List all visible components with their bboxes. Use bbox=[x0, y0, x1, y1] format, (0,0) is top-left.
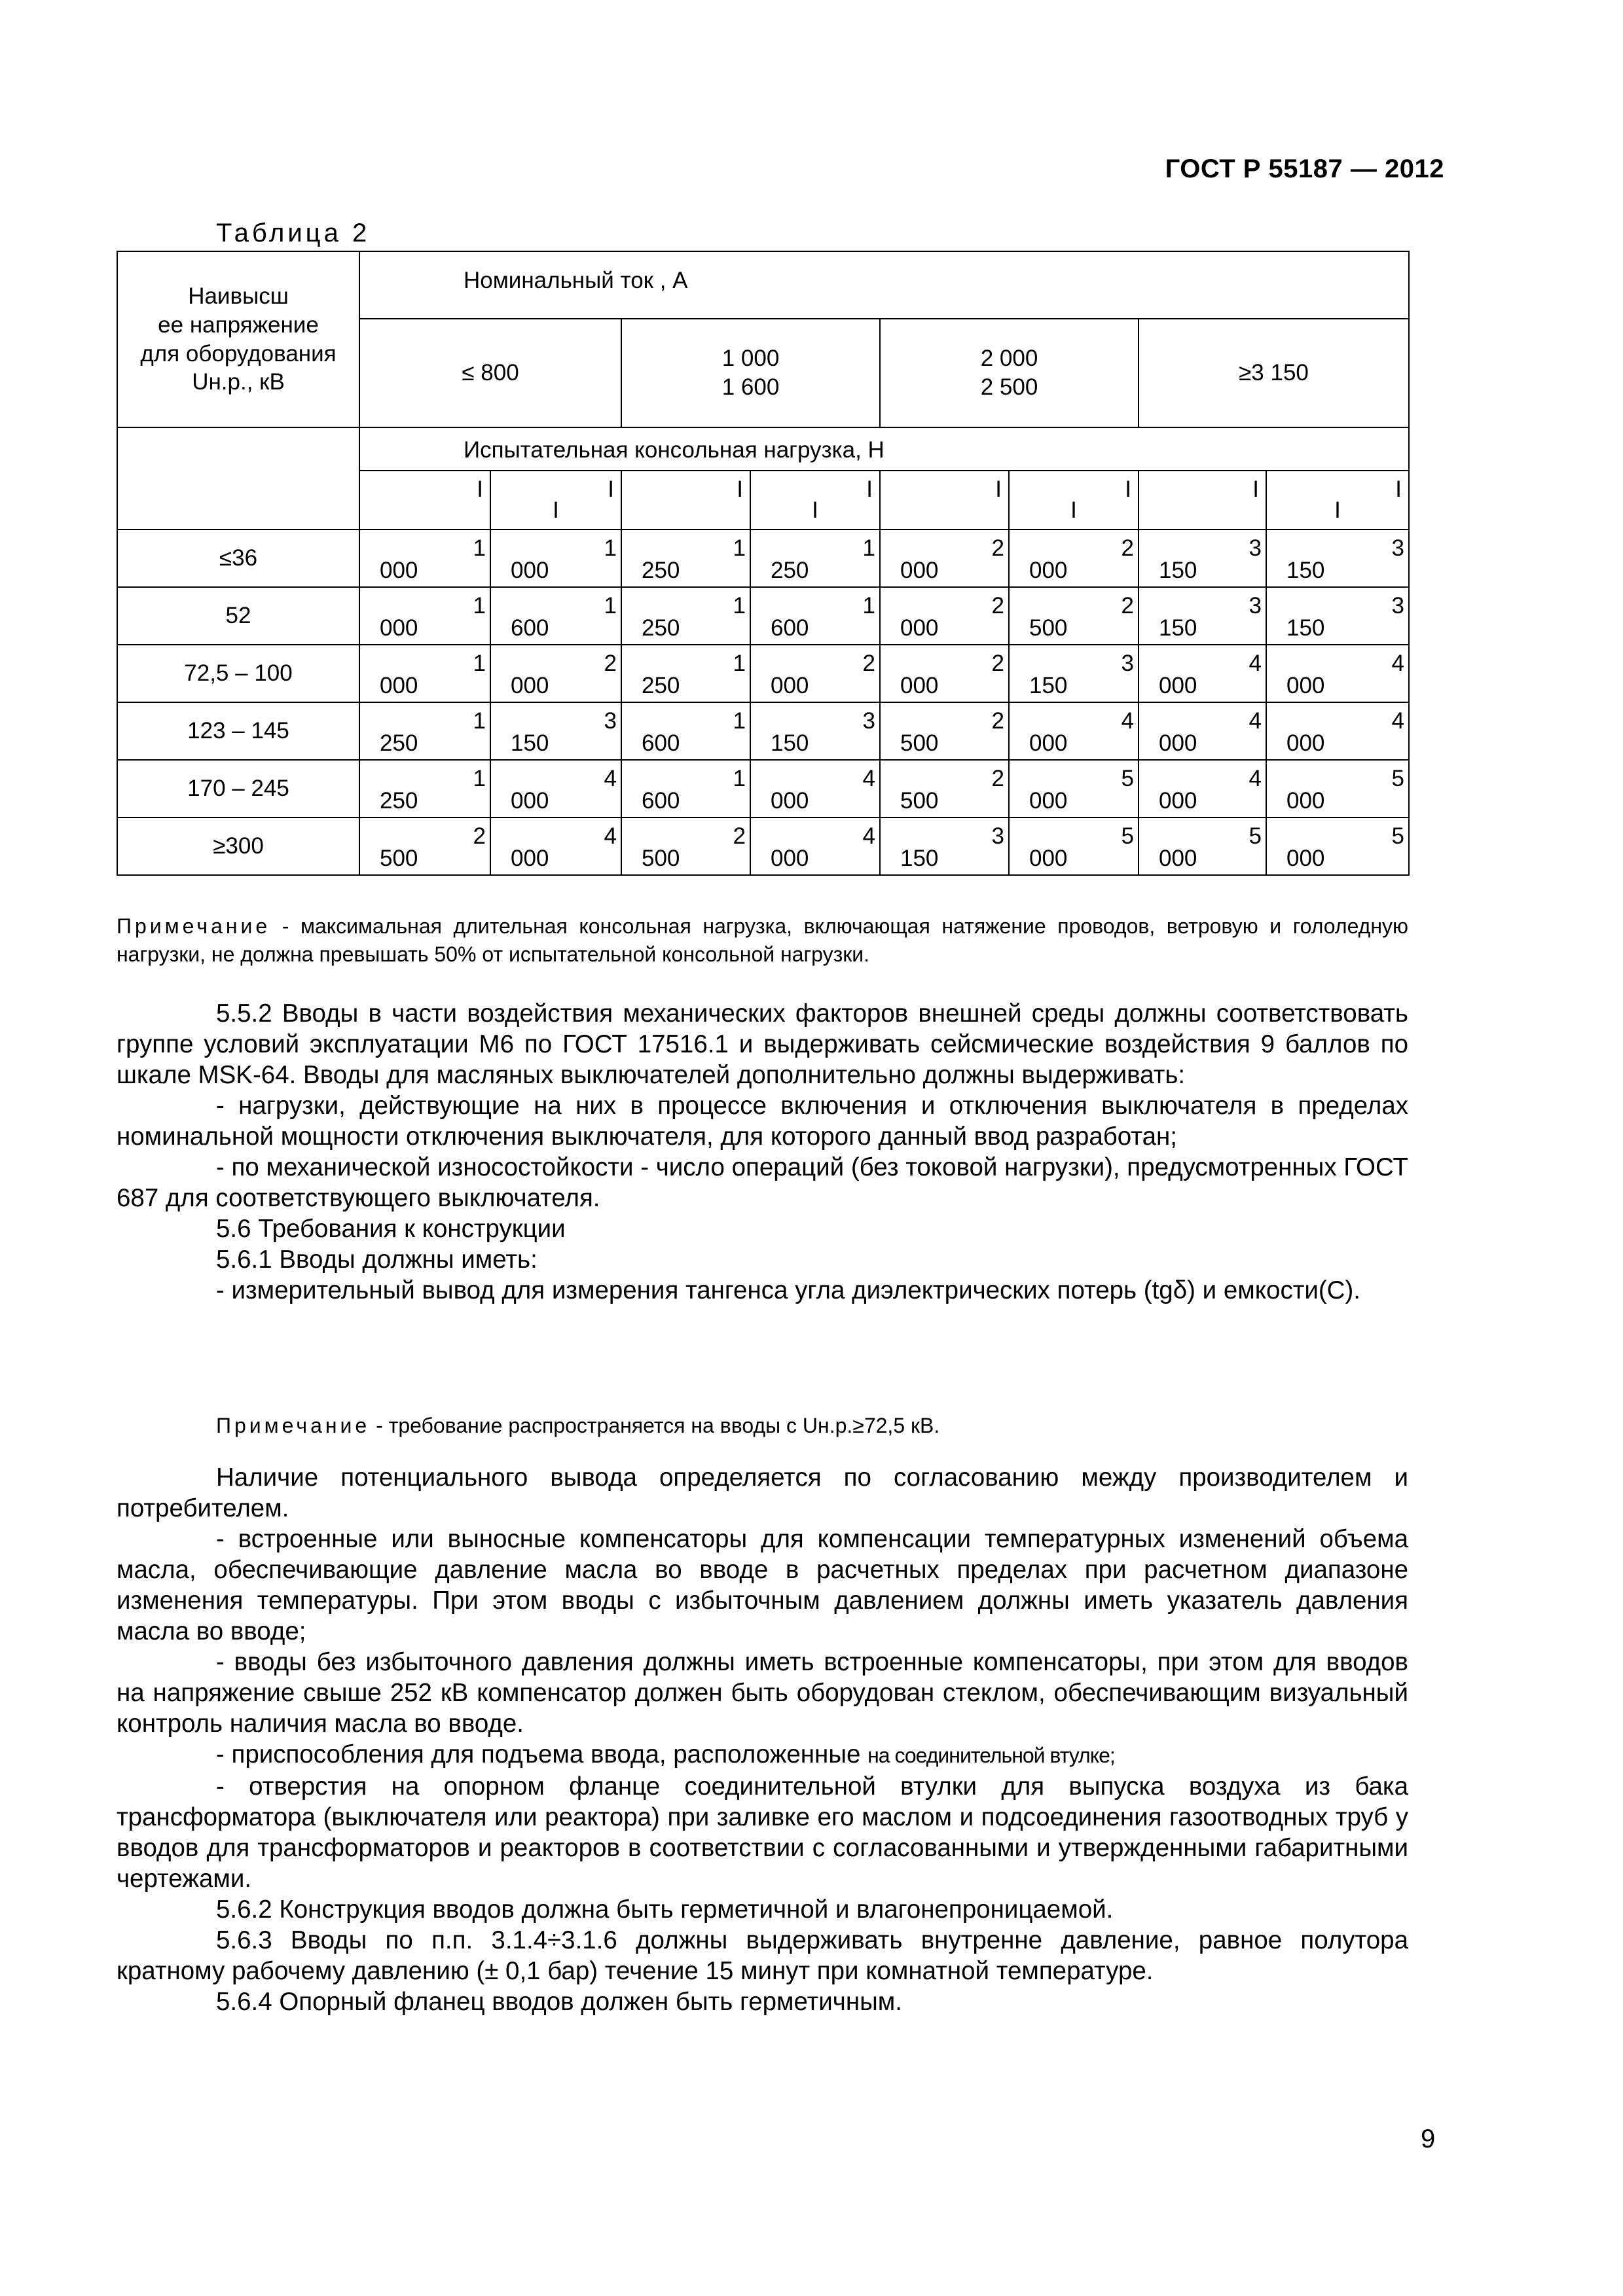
load-value-cell: 1 000 bbox=[359, 645, 490, 702]
load-value-cell: 2 000 bbox=[750, 645, 880, 702]
load-value-cell: 3 150 bbox=[1139, 587, 1266, 645]
page-number: 9 bbox=[1421, 2125, 1436, 2153]
note-label: Примечание bbox=[216, 1414, 371, 1437]
load-value-cell: 2 000 bbox=[880, 587, 1009, 645]
heading-5-6: 5.6 Требования к конструкции bbox=[216, 1215, 566, 1243]
load-value-cell: 1 250 bbox=[750, 529, 880, 587]
load-value-cell: 4 000 bbox=[1139, 645, 1266, 702]
load-value-cell: 2 500 bbox=[880, 760, 1009, 817]
voltage-cell: 72,5 – 100 bbox=[117, 645, 359, 702]
load-value-cell: 4 000 bbox=[750, 760, 880, 817]
load-value-cell: 5 000 bbox=[1009, 760, 1139, 817]
bullet-compensators: - встроенные или выносные компенсаторы для компенсации температурных изменений объема масла, обеспечивающие давление масла во вводе в расчетных пределах при расчетном диапазоне изменения температуры. При этом вводы с избыточным давлением должны иметь указатель давления масла во вводе; bbox=[117, 1525, 1408, 1645]
load-value-cell: 3 150 bbox=[1009, 645, 1139, 702]
load-value-cell: 4 000 bbox=[1266, 702, 1409, 760]
table-row bbox=[117, 529, 1409, 587]
section-5-5-2 bbox=[117, 998, 1408, 1306]
load-value-cell: 4 000 bbox=[490, 760, 621, 817]
section-5-6-continued bbox=[117, 1462, 1408, 2017]
load-value-cell: 2 500 bbox=[1009, 587, 1139, 645]
load-value-cell: 1 250 bbox=[621, 645, 750, 702]
bullet-no-overpressure: - вводы без избыточного давления должны иметь встроенные компенсаторы, при этом для вводов на напряжение свыше 252 кВ компенсатор должен быть оборудован стеклом, обеспечивающим визуальный контроль наличия масла во вводе. bbox=[117, 1648, 1408, 1738]
load-value-cell: 2 500 bbox=[359, 817, 490, 875]
load-value-cell: 5 000 bbox=[1266, 817, 1409, 875]
paragraph-potential-tap: Наличие потенциального вывода определяется по согласованию между производителем и потребителем. bbox=[117, 1463, 1408, 1522]
load-value-cell: 2 500 bbox=[621, 817, 750, 875]
sub-header-cell: I I bbox=[490, 471, 621, 529]
load-value-cell: 4 000 bbox=[750, 817, 880, 875]
paragraph-5-5-2: 5.5.2 Вводы в части воздействия механических факторов внешней среды должны соответствовать группе условий эксплуатации М6 по ГОСТ 17516.1 и выдерживать сейсмические воздействия 9 баллов по шкале MSK-64. Вводы для масляных выключателей дополнительно должны выдерживать: bbox=[117, 999, 1408, 1089]
load-value-cell: 1 250 bbox=[621, 587, 750, 645]
load-value-cell: 1 600 bbox=[621, 702, 750, 760]
voltage-cell: 123 – 145 bbox=[117, 702, 359, 760]
test-load-table bbox=[117, 251, 1410, 876]
load-value-cell: 2 000 bbox=[880, 645, 1009, 702]
test-load-header: Испытательная консольная нагрузка, Н bbox=[359, 427, 1409, 471]
load-value-cell: 2 000 bbox=[1009, 529, 1139, 587]
load-value-cell: 1 250 bbox=[359, 702, 490, 760]
table-caption: Таблица 2 bbox=[216, 219, 371, 247]
load-value-cell: 1 600 bbox=[621, 760, 750, 817]
table-row bbox=[117, 645, 1409, 702]
voltage-cell: ≥300 bbox=[117, 817, 359, 875]
load-value-cell: 3 150 bbox=[1139, 529, 1266, 587]
table-row bbox=[117, 817, 1409, 875]
current-group-800: ≤ 800 bbox=[359, 319, 621, 427]
sub-header-cell: I bbox=[880, 471, 1009, 529]
load-value-cell: 1 000 bbox=[490, 529, 621, 587]
table-note bbox=[117, 912, 1408, 969]
bullet-mechanical-wear: - по механической износостойкости - число операций (без токовой нагрузки), предусмотренных ГОСТ 687 для соответствующего выключателя. bbox=[117, 1153, 1408, 1212]
voltage-cell: ≤36 bbox=[117, 529, 359, 587]
load-value-cell: 1 600 bbox=[750, 587, 880, 645]
empty-header-cell bbox=[117, 427, 359, 529]
load-value-cell: 3 150 bbox=[1266, 529, 1409, 587]
sub-header-cell: I I bbox=[750, 471, 880, 529]
load-value-cell: 1 250 bbox=[359, 760, 490, 817]
note-text: - максимальная длительная консольная нагрузка, включающая натяжение проводов, ветровую и гололедную нагрузки, не должна превышать 50% от испытательной консольной нагрузки. bbox=[117, 914, 1408, 966]
sub-header-cell: I bbox=[1139, 471, 1266, 529]
load-value-cell: 5 000 bbox=[1139, 817, 1266, 875]
load-value-cell: 2 500 bbox=[880, 702, 1009, 760]
document-designation: ГОСТ Р 55187 — 2012 bbox=[1165, 154, 1444, 183]
bullet-flange-holes: - отверстия на опорном фланце соединительной втулки для выпуска воздуха из бака трансформатора (выключателя или реактора) при заливке его маслом и подсоединения газоотводных труб у вводов для трансформаторов и реакторов в соответствии с согласованными и утвержденными габаритными чертежами. bbox=[117, 1772, 1408, 1893]
voltage-cell: 52 bbox=[117, 587, 359, 645]
load-value-cell: 3 150 bbox=[1266, 587, 1409, 645]
rated-current-header: Номинальный ток , А bbox=[359, 251, 1409, 319]
load-value-cell: 4 000 bbox=[1266, 645, 1409, 702]
paragraph-5-6-4: 5.6.4 Опорный фланец вводов должен быть герметичным. bbox=[216, 1988, 902, 2016]
load-value-cell: 4 000 bbox=[1009, 702, 1139, 760]
bullet-lifting-devices: - приспособления для подъема ввода, расположенные на соединительной втулке; bbox=[216, 1740, 1115, 1768]
load-value-cell: 2 000 bbox=[490, 645, 621, 702]
load-value-cell: 1 250 bbox=[621, 529, 750, 587]
paragraph-5-6-1: 5.6.1 Вводы должны иметь: bbox=[216, 1246, 538, 1274]
load-value-cell: 4 000 bbox=[490, 817, 621, 875]
load-value-cell: 4 000 bbox=[1139, 702, 1266, 760]
sub-header-cell: I I bbox=[1266, 471, 1409, 529]
voltage-column-header: Наивысш ее напряжение для оборудования Uн.р., кВ bbox=[117, 251, 359, 427]
load-value-cell: 2 000 bbox=[880, 529, 1009, 587]
sub-header-cell: I bbox=[359, 471, 490, 529]
load-value-cell: 5 000 bbox=[1009, 817, 1139, 875]
note-text: - требование распространяется на вводы с Uн.р.≥72,5 кВ. bbox=[370, 1414, 940, 1437]
bullet-switching-loads: - нагрузки, действующие на них в процессе включения и отключения выключателя в пределах номинальной мощности отключения выключателя, для которого данный ввод разработан; bbox=[117, 1092, 1408, 1151]
load-value-cell: 3 150 bbox=[750, 702, 880, 760]
current-group-1000-1600: 1 000 1 600 bbox=[621, 319, 880, 427]
paragraph-5-6-2: 5.6.2 Конструкция вводов должна быть герметичной и влагонепроницаемой. bbox=[216, 1895, 1114, 1924]
table-row bbox=[117, 702, 1409, 760]
load-value-cell: 1 600 bbox=[490, 587, 621, 645]
load-value-cell: 3 150 bbox=[490, 702, 621, 760]
load-value-cell: 1 000 bbox=[359, 529, 490, 587]
paragraph-5-6-3: 5.6.3 Вводы по п.п. 3.1.4÷3.1.6 должны выдерживать внутренне давление, равное полутора кратному рабочему давлению (± 0,1 бар) течение 15 минут при комнатной температуре. bbox=[117, 1926, 1408, 1985]
bullet-measuring-tap: - измерительный вывод для измерения тангенса угла диэлектрических потерь (tgδ) и емкости(С). bbox=[216, 1276, 1360, 1304]
note-label: Примечание bbox=[117, 914, 271, 938]
load-value-cell: 3 150 bbox=[880, 817, 1009, 875]
table-row bbox=[117, 587, 1409, 645]
table-row bbox=[117, 760, 1409, 817]
load-value-cell: 5 000 bbox=[1266, 760, 1409, 817]
requirement-note bbox=[216, 1414, 939, 1438]
current-group-2000-2500: 2 000 2 500 bbox=[880, 319, 1139, 427]
voltage-cell: 170 – 245 bbox=[117, 760, 359, 817]
load-value-cell: 1 000 bbox=[359, 587, 490, 645]
sub-header-cell: I bbox=[621, 471, 750, 529]
load-value-cell: 4 000 bbox=[1139, 760, 1266, 817]
current-group-3150: ≥3 150 bbox=[1139, 319, 1409, 427]
sub-header-cell: I I bbox=[1009, 471, 1139, 529]
